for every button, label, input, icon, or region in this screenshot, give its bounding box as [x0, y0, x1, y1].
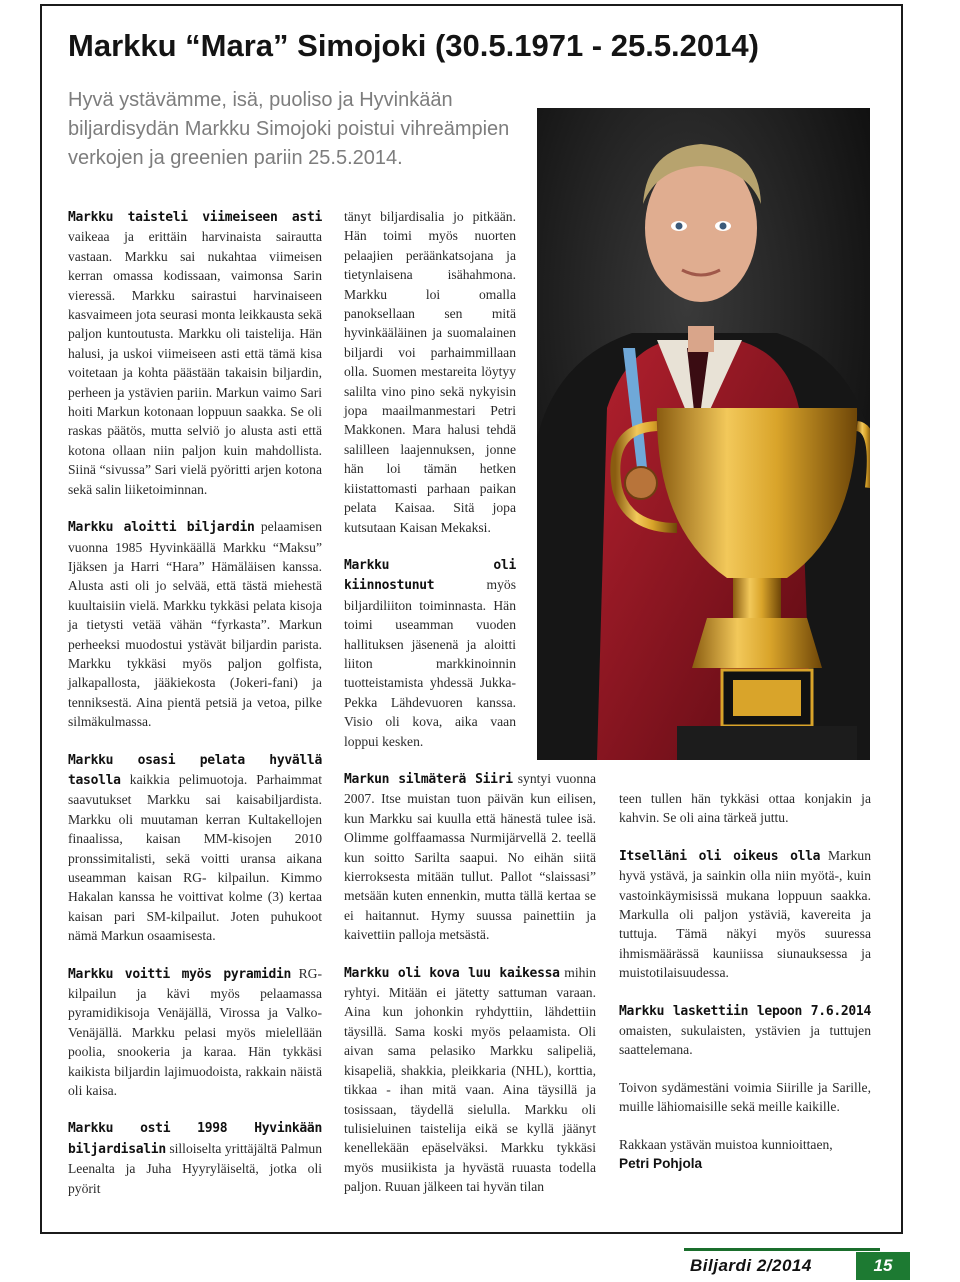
paragraph-text: vaikeaa ja erittäin harvinaista sairautta vastaan. Markku sai nukahtaa viimeisen kerran omassa kodissaan, vaimonsa Sarin vieressä. Markku sairastui harvinaiseen kasvaimeen jota seurasi monta leikkausta sekä paljon kuntoutusta. Markku oli taistelija. Hän halusi, ja uskoi viimeiseen asti että tämä kisa voitetaan ja kohta päästään takaisin biljardin, perheen ja ystävien pariin. Markun vaimo Sari hoiti Markun kotonaan loppuun saakka. Se oli raskas päätös, mutta selviö jo alusta asti että kotona ollaan niin paljon kuin mahdollista. Siinä “sivussa” Sari vielä pyöritti arjen kotona sekä salin liiketoiminnan.: [68, 229, 322, 497]
paragraph: [619, 1135, 871, 1154]
footer-rule: [684, 1248, 880, 1251]
paragraph-lead-in: Itselläni oli oikeus olla: [619, 848, 821, 864]
paragraph-text: kaikkia pelimuotoja. Parhaimmat saavutukset Markku sai kaisabiljardista. Markku oli muutaman kerran Kultakellojen finaalissa, kaisan MM-kisojen 2010 pronssimitalisti, sekä voitti uransa aikana useamman kaisan RG- kilpailun. Kimmo Hakalan kanssa he voittivat kolme (3) kertaa kaisan pari SM-kilpailut. Joten puhukoot nämä Markun osaamisesta.: [68, 771, 322, 944]
paragraph: [68, 1118, 322, 1198]
paragraph-text: syntyi vuonna 2007. Itse muistan tuon päivän kun eilisen, kun Markku sai kuulla että hänestä tulee isä. Olimme golffaamassa Nurmijärvellä 2. teellä kun soitto Sarilta saapui. No eihän siitä kierroksesta mitään tullut. Pallot “slaissasi” metsään kuten ennenkin, mutta tällä kertaa se ei haitannut. Hymy suussa painettiin ja kaivettiin palloja metsästä.: [344, 771, 596, 943]
paragraph: [619, 1078, 871, 1117]
paragraph-text: tänyt biljardisalia jo pitkään. Hän toimi myös nuorten pelaajien peräänkatsojana ja tietynlaisena isähahmona. Markku loi omalla panoksellaan sen mitä hyvinkääläinen ja suomalainen biljardi voi parhaimmillaan olla. Suomen mestareita löytyy salilta vino pino sekä nykyisin jopa maailmanmestari Petri Makkonen. Mara halusi tehdä salilleen laajennuksen, jonne hän loi tämän hetken kiistattomasti parhaan paikan pelata Kaisaa. Sitä jopa kutsutaan Kaisan Mekaksi.: [344, 209, 516, 535]
paragraph-lead-in: Markku osasi pelata hyvällä tasolla: [68, 752, 322, 788]
column-1: [68, 207, 322, 1216]
paragraph: [619, 789, 871, 828]
signature: Petri Pohjola: [619, 1156, 703, 1172]
paragraph-text: pelaamisen vuonna 1985 Hyvinkäällä Markku “Maksu” Ijäksen ja Harri “Hara” Hämäläisen kanssa. Alusta asti oli jo selvää, että tästä miehestä kuultaisiin vielä. Markku tykkäsi pelata kisoja ja tietysti vetää vähän “fyrkasta”. Markun perheeksi muodostui ystävät biljardin parista. Markku tykkäsi myös paljon golfista, jalkapallosta, jääkiekosta (Jokeri-fani) ja tenniksestä. Aina pientä petsiä ja vetoa, pilke silmäkulmassa.: [68, 519, 322, 730]
paragraph: [344, 769, 596, 945]
article-lead: Hyvä ystävämme, isä, puoliso ja Hyvinkään biljardisydän Markku Simojoki poistui vihreämpien verkojen ja greenien pariin 25.5.2014.: [68, 89, 510, 169]
paragraph: [68, 207, 322, 499]
paragraph-lead-in: Markku taisteli viimeiseen asti: [68, 210, 322, 225]
paragraph: [344, 963, 596, 1197]
paragraph: [619, 1001, 871, 1060]
paragraph: [344, 207, 516, 537]
paragraph-lead-in: Markun silmäterä Siiri: [344, 772, 513, 787]
paragraph-text: mihin ryhtyi. Mitään ei jätetty sattuman varaan. Aina kun johonkin ryhdyttiin, lähdettiin täysillä. Sama koski myös pelaamista. Oli aivan sama pelasiko Markku salipeliä, kisapeliä, shakkia, pleikkaria (NHL), korttia, tikkaa - ihan mitä vaan. Aina täysillä ja tosissaan, täydellä sielulla. Markku oli tulisieluinen taistelija eikä se kyllä jäänyt kenellekään epäselväksi. Markku tykkäsi myös musiikista ja hyvästä ruuasta todella paljon. Ruuan jälkeen tai hyvän tilan: [344, 964, 597, 1195]
footer-magazine-name: Biljardi 2/2014: [690, 1256, 812, 1275]
paragraph-lead-in: Markku oli kova luu kaikessa: [344, 965, 560, 981]
article-title: Markku “Mara” Simojoki (30.5.1971 - 25.5.2014): [68, 28, 759, 63]
paragraph-text: silloiselta yrittäjältä Palmun Leenalta ja Juha Hyyryläiseltä, jotka oli pyörit: [68, 1140, 322, 1196]
photo-illustration: [537, 108, 870, 760]
paragraph-lead-in: Markku oli kiinnostunut: [344, 557, 516, 594]
column-3: [619, 789, 871, 1174]
paragraph-text: Markun hyvä ystävä, ja sainkin olla niin myötä-, kuin vastoinkäymisissä mukana loppuun saakka. Markulla oli paljon ystäviä, kavereita ja tuttuja. Tämä näkyi myös suuressa ihmismäärässä kauniissa siunauksessa ja muistotilaisuudessa.: [619, 847, 872, 981]
column-2-lower: [344, 769, 596, 1215]
paragraph: [68, 750, 322, 946]
paragraph-text: teen tullen hän tykkäsi ottaa konjakin ja kahvin. Se oli aina tärkeä juttu.: [619, 791, 871, 826]
paragraph: [68, 964, 322, 1101]
paragraph: [344, 555, 516, 751]
paragraph-text: omaisten, sukulaisten, ystävien ja tuttujen saattelemana.: [619, 1023, 871, 1058]
paragraph-lead-in: Markku voitti myös pyramidin: [68, 966, 292, 982]
paragraph-text: RG-kilpailun ja kävi myös pelaamassa pyramidikisoja Venäjällä, Virossa ja Valko-Venäjällä. Markku pelasi myös mielellään poolia, snookeria ja karaa. Hän tykkäsi kaikista biljardin lajimuodoista, rakkain näistä oli kaisa.: [68, 965, 322, 1099]
paragraph: [68, 517, 322, 731]
page-number: 15: [856, 1252, 910, 1280]
paragraph-lead-in: Markku osti 1998 Hyvinkään biljardisalin: [68, 1121, 322, 1157]
paragraph-text: Rakkaan ystävän muistoa kunnioittaen,: [619, 1136, 833, 1152]
paragraph-text: myös biljardiliiton toiminnasta. Hän toimi useamman vuoden hallituksen jäsenenä ja aloitti liiton markkinoinnin tuotteistamista yhdessä Jukka-Pekka Lähdevuoren kanssa. Visio oli kova, aika vaan loppui kesken.: [344, 577, 516, 749]
paragraph-text: Toivon sydämestäni voimia Siirille ja Sarille, muille lähiomaisille sekä meille kaikille.: [619, 1079, 871, 1115]
portrait-photo: [537, 108, 870, 760]
paragraph-lead-in: Markku aloitti biljardin: [68, 520, 255, 536]
paragraph-lead-in: Markku laskettiin lepoon 7.6.2014: [619, 1003, 871, 1019]
paragraph: [619, 846, 871, 983]
column-2: [344, 207, 516, 769]
